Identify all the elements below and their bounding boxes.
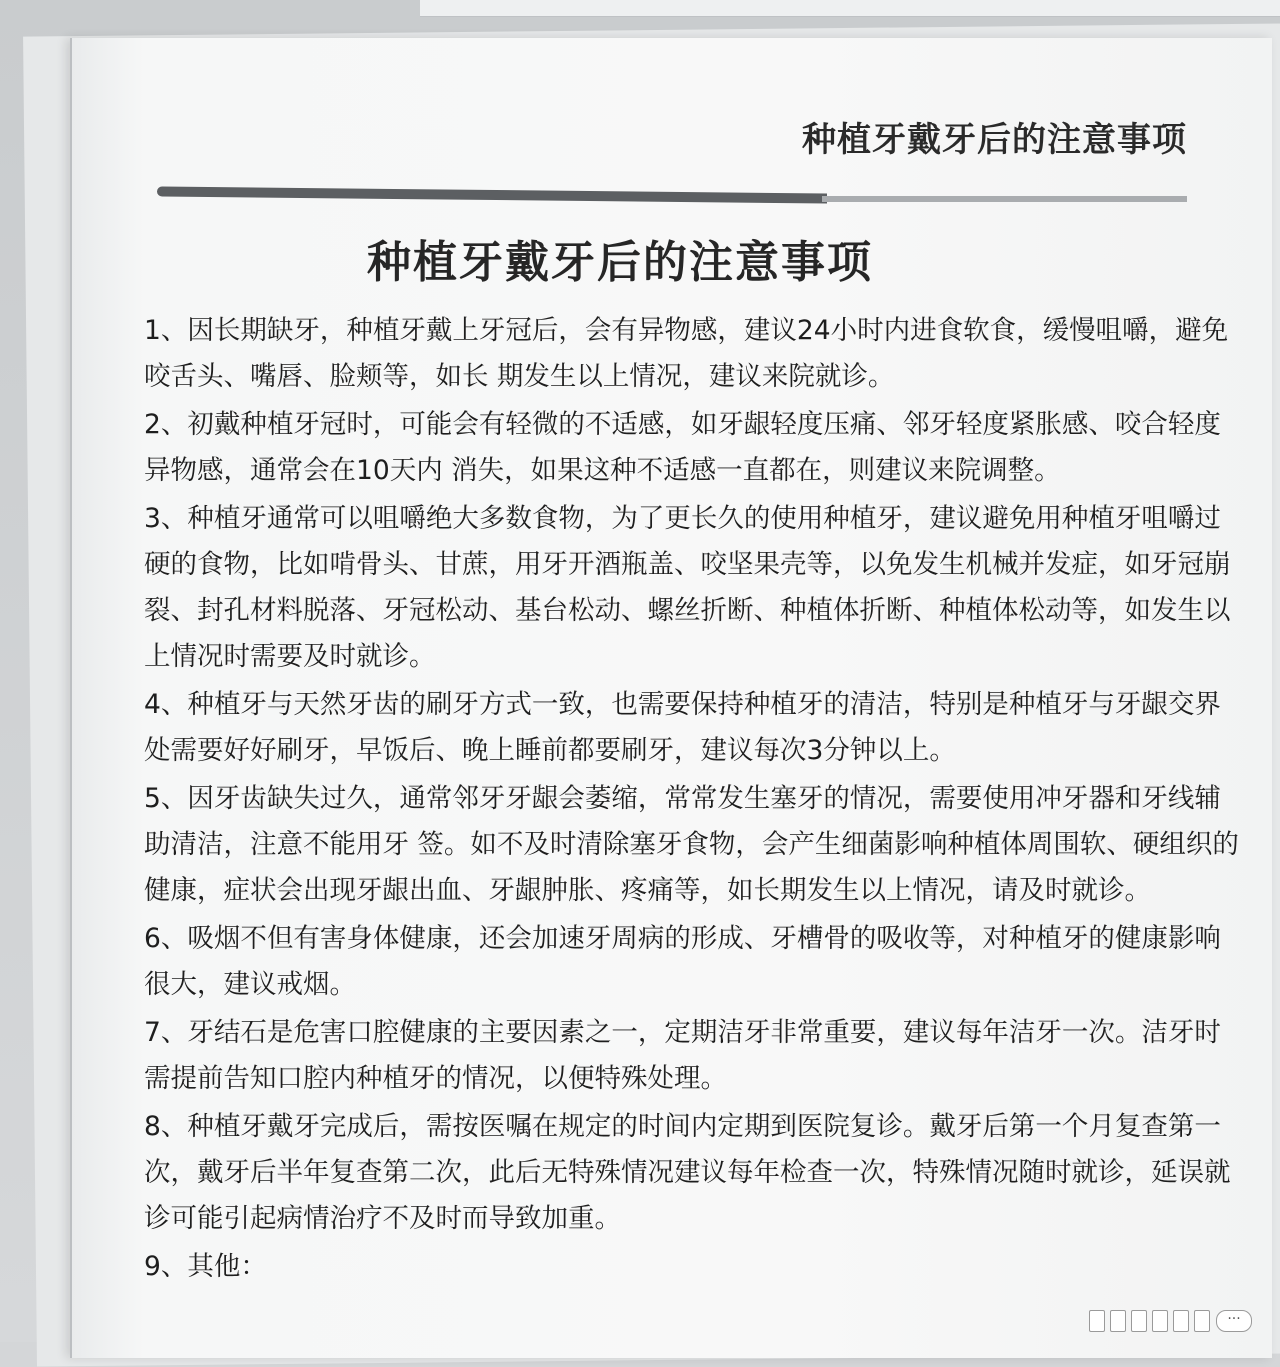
watermark-bar <box>1131 1310 1147 1332</box>
header-rule-light <box>822 196 1187 202</box>
notice-item-8: 8、种植牙戴牙完成后，需按医嘱在规定的时间内定期到医院复诊。戴牙后第一个月复查第一次，戴牙后半年复查第二次，此后无特殊情况建议每年检查一次，特殊情况随时就诊，延误就诊可能引起病情治疗不及时而导致加重。 <box>144 1104 1244 1242</box>
header-rule-dark <box>157 186 827 203</box>
notice-list <box>144 308 1244 1292</box>
page-title: 种植牙戴牙后的注意事项 <box>0 226 1240 290</box>
notice-item-2: 2、初戴种植牙冠时，可能会有轻微的不适感，如牙龈轻度压痛、邻牙轻度紧胀感、咬合轻度异物感，通常会在10天内 消失，如果这种不适感一直都在，则建议来院调整。 <box>144 402 1244 494</box>
notice-item-6: 6、吸烟不但有害身体健康，还会加速牙周病的形成、牙槽骨的吸收等，对种植牙的健康影响很大，建议戒烟。 <box>144 916 1244 1008</box>
notice-item-1: 1、因长期缺牙，种植牙戴上牙冠后，会有异物感，建议24小时内进食软食，缓慢咀嚼，避免咬舌头、嘴唇、脸颊等，如长 期发生以上情况，建议来院就诊。 <box>144 308 1244 400</box>
watermark-bar <box>1152 1310 1168 1332</box>
watermark-bar <box>1173 1310 1189 1332</box>
watermark-bar <box>1110 1310 1126 1332</box>
running-header-title: 种植牙戴牙后的注意事项 <box>802 112 1187 161</box>
notice-item-3: 3、种植牙通常可以咀嚼绝大多数食物，为了更长久的使用种植牙，建议避免用种植牙咀嚼过硬的食物，比如啃骨头、甘蔗，用牙开酒瓶盖、咬坚果壳等，以免发生机械并发症，如牙冠崩裂、封孔材料脱落、牙冠松动、基台松动、螺丝折断、种植体折断、种植体松动等，如发生以上情况时需要及时就诊。 <box>144 496 1244 680</box>
watermark-bar <box>1194 1310 1210 1332</box>
notice-item-7: 7、牙结石是危害口腔健康的主要因素之一，定期洁牙非常重要，建议每年洁牙一次。洁牙时需提前告知口腔内种植牙的情况，以便特殊处理。 <box>144 1010 1244 1102</box>
app-watermark-icon <box>1089 1310 1252 1332</box>
notice-item-4: 4、种植牙与天然牙齿的刷牙方式一致，也需要保持种植牙的清洁，特别是种植牙与牙龈交界处需要好好刷牙，早饭后、晚上睡前都要刷牙，建议每次3分钟以上。 <box>144 682 1244 774</box>
watermark-dots-icon: ··· <box>1216 1310 1252 1332</box>
notice-item-5: 5、因牙齿缺失过久，通常邻牙牙龈会萎缩，常常发生塞牙的情况，需要使用冲牙器和牙线辅助清洁，注意不能用牙 签。如不及时清除塞牙食物，会产生细菌影响种植体周围软、硬组织的健康，症状会出现牙龈出血、牙龈肿胀、疼痛等，如长期发生以上情况，请及时就诊。 <box>144 776 1244 914</box>
header-rule <box>157 190 1187 204</box>
watermark-bars <box>1089 1310 1210 1332</box>
watermark-bar <box>1089 1310 1105 1332</box>
notice-item-9: 9、其他： <box>144 1244 1244 1290</box>
desk-edge <box>420 0 1280 17</box>
